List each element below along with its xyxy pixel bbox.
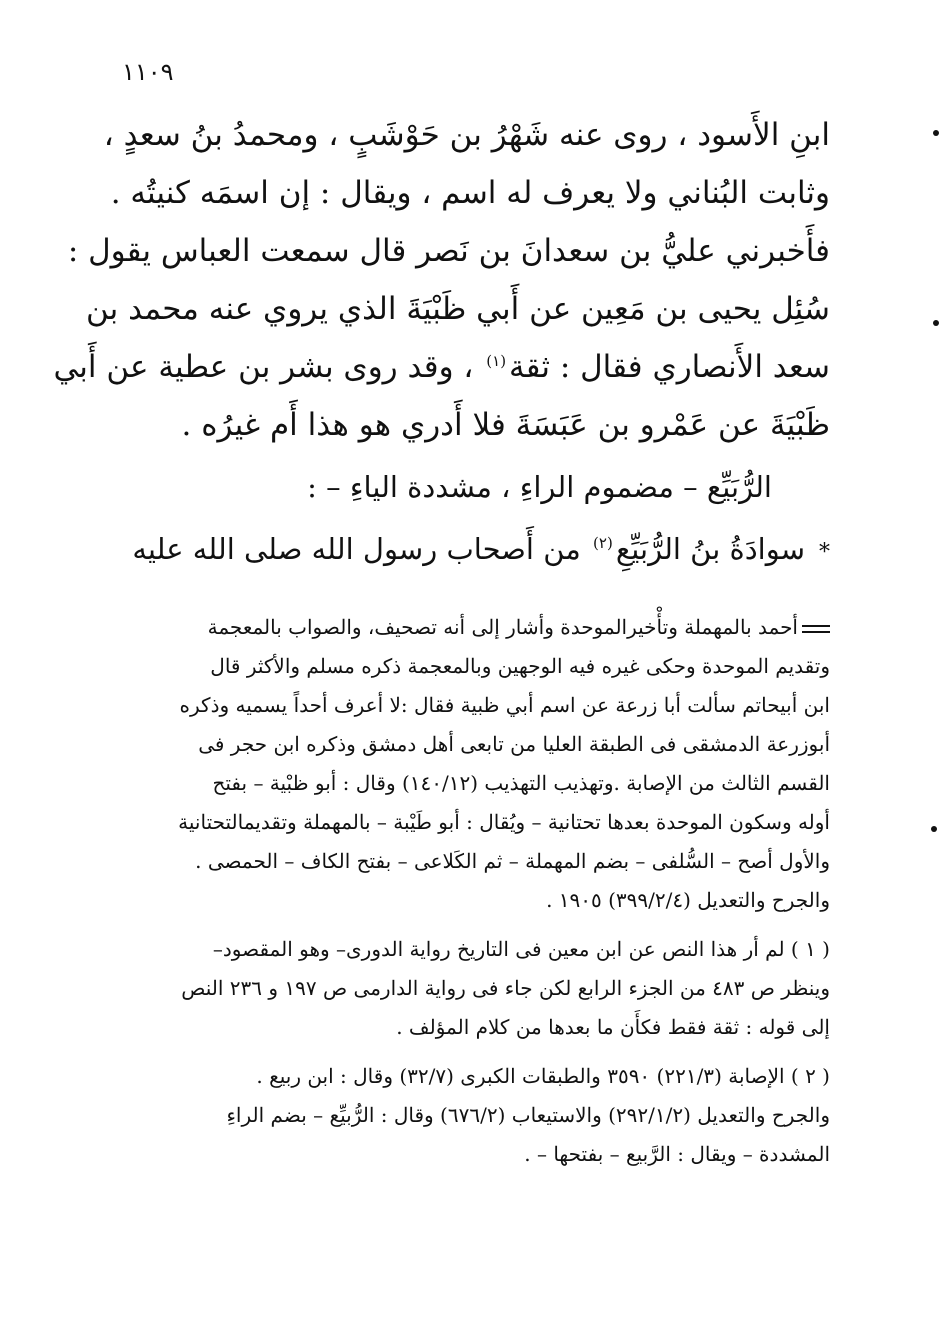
footnote-text: أحمد بالمهملة وتأْخيرالموحدة وأشار إلى أنه تصحيف، والصواب بالمعجمة: [207, 615, 798, 639]
main-line-with-footnote-ref: [53, 338, 830, 396]
main-line-part: ، وقد روى بشر بن عطية عن أَبي: [53, 349, 484, 385]
main-line-part: سعد الأَنصاري فقال : ثقة: [509, 349, 830, 385]
entry-star-marker: *: [819, 540, 830, 565]
footnote-1-line: وينظر ص ٤٨٣ من الجزء الرابع لكن جاء فى رواية الدارمى ص ١٩٧ و ٢٣٦ النص: [181, 976, 830, 1000]
main-line: فأَخبرني عليُّ بن سعدانَ بن نَصر قال سمعت العباس يقول :: [67, 233, 830, 269]
entry-text: من أَصحاب رسول الله صلى الله عليه: [132, 532, 591, 566]
footnotes-section: [100, 608, 830, 1174]
main-line: سُئِل يحيى بن مَعِين عن أَبي ظَبْيَةَ الذي يروي عنه محمد بن: [85, 291, 830, 327]
sub-heading: الرُّبَيِّع – مضموم الراءِ ، مشددة الياءِ – :: [307, 470, 772, 504]
footnote-continuation-line: ابن أبيحاتم سألت أبا زرعة عن اسم أبي ظبية فقال :لا أعرف أحداً يسميه وذكره: [179, 693, 830, 717]
main-line: ظَبْيَةَ عن عَمْرو بن عَبَسَةَ فلا أَدري هو هذا أَم غيرُه .: [181, 407, 830, 443]
footnote-2-line: المشددة – ويقال : الرَّبيع – بفتحها – .: [524, 1142, 830, 1166]
entry-name: سوادَةُ بنُ الرُّبَيِّعِ: [615, 532, 805, 566]
footnote-2-line: ( ٢ ) الإصابة (٢٢١/٣) ٣٥٩٠ والطبقات الكبرى (٣٢/٧) وقال : ابن ربيع .: [256, 1064, 830, 1088]
footnote-continuation-line: والجرح والتعديل (٣٩٩/٢/٤) ١٩٠٥ .: [546, 888, 830, 912]
margin-dot: [931, 826, 937, 832]
margin-dot: [933, 320, 939, 326]
continuation-mark: [802, 625, 830, 633]
footnote-continuation-line: أبوزرعة الدمشقى فى الطبقة العليا من تابعى أهل دمشق وذكره ابن حجر فى: [198, 732, 830, 756]
footnote-1-line: إلى قوله : ثقة فقط فكأَن ما بعدها من كلام المؤلف .: [396, 1015, 830, 1039]
entry-line: [100, 520, 830, 578]
footnote-continuation-line: [100, 608, 830, 647]
footnote-1-line: ( ١ ) لم أر هذا النص عن ابن معين فى التاريخ رواية الدورى– وهو المقصود–: [212, 937, 830, 961]
footnote-continuation-line: وتقديم الموحدة وحكى غيره فيه الوجهين وبالمعجمة ذكره مسلم والأكثر قال: [210, 654, 830, 678]
footnote-2-line: والجرح والتعديل (٢٩٢/١/٢) والاستيعاب (٦٧٦/٢) وقال : الرُّبيِّع – بضم الراءِ: [226, 1103, 830, 1127]
page-number: ١١٠٩: [122, 58, 174, 86]
margin-dot: [933, 130, 939, 136]
main-text: [53, 106, 830, 578]
footnote-ref-2[interactable]: (٢): [593, 534, 613, 553]
footnote-continuation-line: والأول أصح – السُّلفى – بضم المهملة – ثم الكَلاعى – بفتح الكاف – الحمصى .: [195, 849, 830, 873]
footnote-gap: [100, 1047, 830, 1057]
main-line: ابنِ الأَسود ، روى عنه شَهْرُ بن حَوْشَبٍ ، ومحمدُ بنُ سعدٍ ،: [103, 117, 830, 153]
footnote-ref-1[interactable]: (١): [486, 351, 507, 370]
main-line: وثابت البُناني ولا يعرف له اسم ، ويقال : إن اسمَه كنيتُه .: [110, 175, 830, 211]
footnote-continuation-line: أوله وسكون الموحدة بعدها تحتانية – ويُقال : أبو طَيْبة – بالمهملة وتقديمالتحتانية: [178, 810, 830, 834]
footnote-gap: [100, 920, 830, 930]
footnote-continuation-line: القسم الثالث من الإصابة .وتهذيب التهذيب (١٤٠/١٢) وقال : أبو ظبْية – بفتح: [212, 771, 830, 795]
